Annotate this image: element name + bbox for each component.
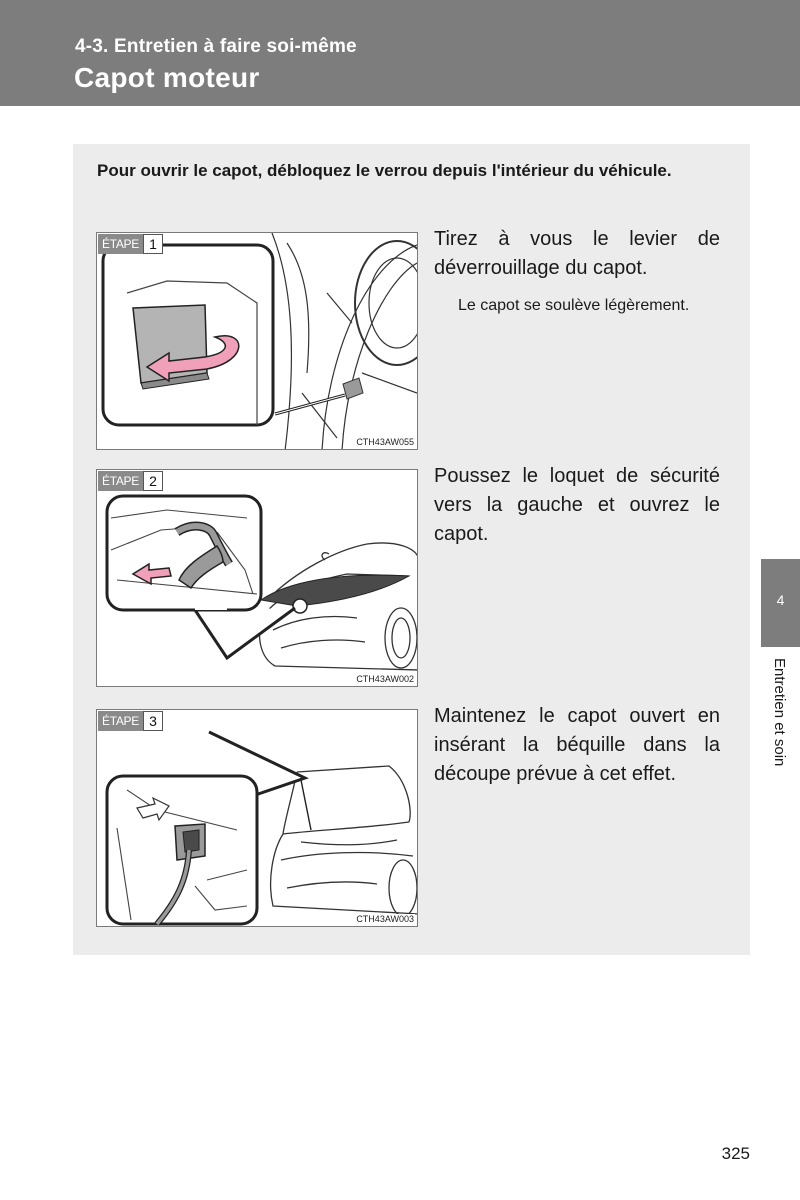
step-3-tag-word: ÉTAPE [98,711,143,731]
step-1-figure-code: CTH43AW055 [356,437,414,447]
step-3-tag [98,711,163,731]
step-2-drawing [97,470,418,687]
section-label: 4-3. Entretien à faire soi-même [75,36,357,57]
step-1-tag-number: 1 [143,234,163,254]
step-2-illustration [96,469,418,687]
step-1-text: Tirez à vous le levier de déverrouillage du capot. [434,228,720,279]
step-2-tag-word: ÉTAPE [98,471,143,491]
intro-text: Pour ouvrir le capot, débloquez le verrou depuis l'intérieur du véhicule. [97,161,672,180]
page-header [0,0,800,106]
step-3-figure-code: CTH43AW003 [356,914,414,924]
chapter-tab [761,559,800,647]
step-3-text: Maintenez le capot ouvert en insérant la béquille dans la découpe prévue à cet effet. [434,705,720,785]
page-number: 325 [721,1144,750,1163]
step-1-illustration [96,232,418,450]
step-3-drawing [97,710,418,927]
step-1-tag [98,234,163,254]
step-3-tag-number: 3 [143,711,163,731]
step-2-tag-number: 2 [143,471,163,491]
page-title: Capot moteur [74,62,260,93]
step-1-note: Le capot se soulève légèrement. [458,297,690,314]
instruction-panel [73,144,750,955]
step-3-illustration [96,709,418,927]
step-1-drawing [97,233,418,450]
chapter-number: 4 [776,592,785,608]
step-2-figure-code: CTH43AW002 [356,674,414,684]
step-2-text: Poussez le loquet de sécurité vers la gauche et ouvrez le capot. [434,465,720,545]
step-2-tag [98,471,163,491]
chapter-label: Entretien et soin [771,658,788,767]
step-1-tag-word: ÉTAPE [98,234,143,254]
